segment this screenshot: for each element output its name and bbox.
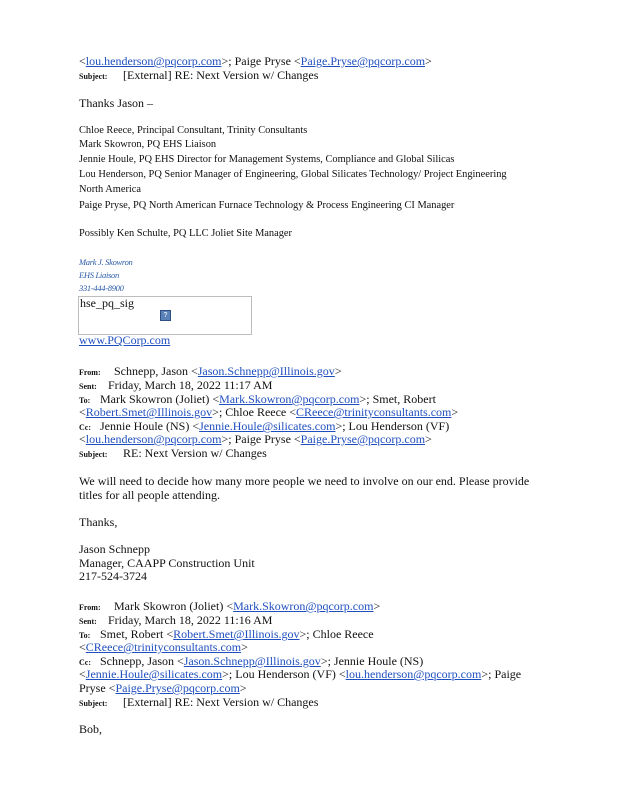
email-link[interactable]: Jason.Schnepp@Illinois.gov <box>183 654 321 668</box>
greeting: Thanks Jason – <box>79 96 153 110</box>
attendee-line: Mark Skowron, PQ EHS Liaison <box>79 139 217 150</box>
email-link[interactable]: lou.henderson@pqcorp.com <box>345 667 482 681</box>
to-label: To: <box>79 631 91 640</box>
email-link[interactable]: Jennie.Houle@silicates.com <box>85 667 223 681</box>
email-link[interactable]: Paige.Pryse@pqcorp.com <box>115 681 240 695</box>
email3-sent: Sent: Friday, March 18, 2022 11:16 AM <box>79 613 273 627</box>
attendee-line: Lou Henderson, PQ Senior Manager of Engineering, Global Silicates Technology/ Project Engineering <box>79 169 507 180</box>
email-link[interactable]: Paige.Pryse@pqcorp.com <box>300 432 426 446</box>
email3-to-continuation: <CReece@trinityconsultants.com> <box>79 640 248 654</box>
email-link[interactable]: Mark.Skowron@pqcorp.com <box>233 599 374 613</box>
broken-image-icon: ? <box>160 310 171 321</box>
email3-from: From: Mark Skowron (Joliet) <Mark.Skowron@pqcorp.com> <box>79 599 381 613</box>
signature-phone: 331-444-8900 <box>79 283 124 293</box>
email-link[interactable]: lou.henderson@pqcorp.com <box>85 54 222 68</box>
email3-cc-continuation-2: Pryse <Paige.Pryse@pqcorp.com> <box>79 681 247 695</box>
attendee-line: North America <box>79 184 142 195</box>
email3-cc: Cc: Schnepp, Jason <Jason.Schnepp@Illinois.gov>; Jennie Houle (NS) <box>79 654 424 668</box>
from-label: From: <box>79 603 101 612</box>
signature-image-alt: hse_pq_sig <box>80 296 134 310</box>
email3-greeting: Bob, <box>79 722 103 736</box>
header-to-continuation: <lou.henderson@pqcorp.com>; Paige Pryse <Paige.Pryse@pqcorp.com> <box>79 54 432 68</box>
subject-text: [External] RE: Next Version w/ Changes <box>123 68 319 82</box>
email-link[interactable]: Robert.Smet@Illinois.gov <box>173 627 300 641</box>
email2-to-continuation: <Robert.Smet@Illinois.gov>; Chloe Reece <CReece@trinityconsultants.com> <box>79 405 459 419</box>
subject-label: Subject: <box>79 450 108 459</box>
email-link[interactable]: Mark.Skowron@pqcorp.com <box>219 392 360 406</box>
email2-cc: Cc: Jennie Houle (NS) <Jennie.Houle@silicates.com>; Lou Henderson (VF) <box>79 419 450 433</box>
email3-to: To: Smet, Robert <Robert.Smet@Illinois.gov>; Chloe Reece <box>79 627 374 641</box>
email2-subject: Subject: RE: Next Version w/ Changes <box>79 446 267 460</box>
possibly-line: Possibly Ken Schulte, PQ LLC Joliet Site Manager <box>79 228 292 239</box>
email2-sig-title: Manager, CAAPP Construction Unit <box>79 556 255 570</box>
email2-body-line: We will need to decide how many more people we need to involve on our end. Please provide <box>79 474 530 488</box>
signature-name: Mark J. Skowron <box>79 257 133 267</box>
sent-label: Sent: <box>79 382 97 391</box>
website-line <box>79 333 170 347</box>
email-link[interactable]: CReece@trinityconsultants.com <box>85 640 242 654</box>
email2-cc-continuation: <lou.henderson@pqcorp.com>; Paige Pryse <Paige.Pryse@pqcorp.com> <box>79 432 432 446</box>
email2-from: From: Schnepp, Jason <Jason.Schnepp@Illinois.gov> <box>79 364 342 378</box>
email-link[interactable]: Jason.Schnepp@Illinois.gov <box>197 364 335 378</box>
email-link[interactable]: Robert.Smet@Illinois.gov <box>85 405 213 419</box>
cc-label: Cc: <box>79 423 91 432</box>
cc-label: Cc: <box>79 658 91 667</box>
email3-subject: Subject: [External] RE: Next Version w/ Changes <box>79 695 319 709</box>
attendee-line: Chloe Reece, Principal Consultant, Trinity Consultants <box>79 125 308 136</box>
subject-label: Subject: <box>79 72 108 81</box>
sent-label: Sent: <box>79 617 97 626</box>
to-label: To: <box>79 396 91 405</box>
email2-sig-name: Jason Schnepp <box>79 542 150 556</box>
email3-cc-continuation: <Jennie.Houle@silicates.com>; Lou Henderson (VF) <lou.henderson@pqcorp.com>; Paige <box>79 667 522 681</box>
email-link[interactable]: lou.henderson@pqcorp.com <box>85 432 222 446</box>
email2-to: To: Mark Skowron (Joliet) <Mark.Skowron@pqcorp.com>; Smet, Robert <box>79 392 436 406</box>
email-link[interactable]: CReece@trinityconsultants.com <box>296 405 452 419</box>
signature-title: EHS Liaison <box>79 270 119 280</box>
email2-body-line: titles for all people attending. <box>79 488 220 502</box>
signature-image-placeholder <box>78 296 252 335</box>
attendee-line: Jennie Houle, PQ EHS Director for Management Systems, Compliance and Global Silicas <box>79 154 455 165</box>
email-link[interactable]: Paige.Pryse@pqcorp.com <box>300 54 426 68</box>
email-link[interactable]: Jennie.Houle@silicates.com <box>199 419 336 433</box>
email2-thanks: Thanks, <box>79 515 118 529</box>
attendee-line: Paige Pryse, PQ North American Furnace Technology & Process Engineering CI Manager <box>79 200 455 211</box>
email2-sent: Sent: Friday, March 18, 2022 11:17 AM <box>79 378 273 392</box>
email2-sig-phone: 217-524-3724 <box>79 569 147 583</box>
from-label: From: <box>79 368 101 377</box>
header-subject <box>79 68 318 84</box>
website-link[interactable]: www.PQCorp.com <box>79 333 171 347</box>
subject-label: Subject: <box>79 699 108 708</box>
